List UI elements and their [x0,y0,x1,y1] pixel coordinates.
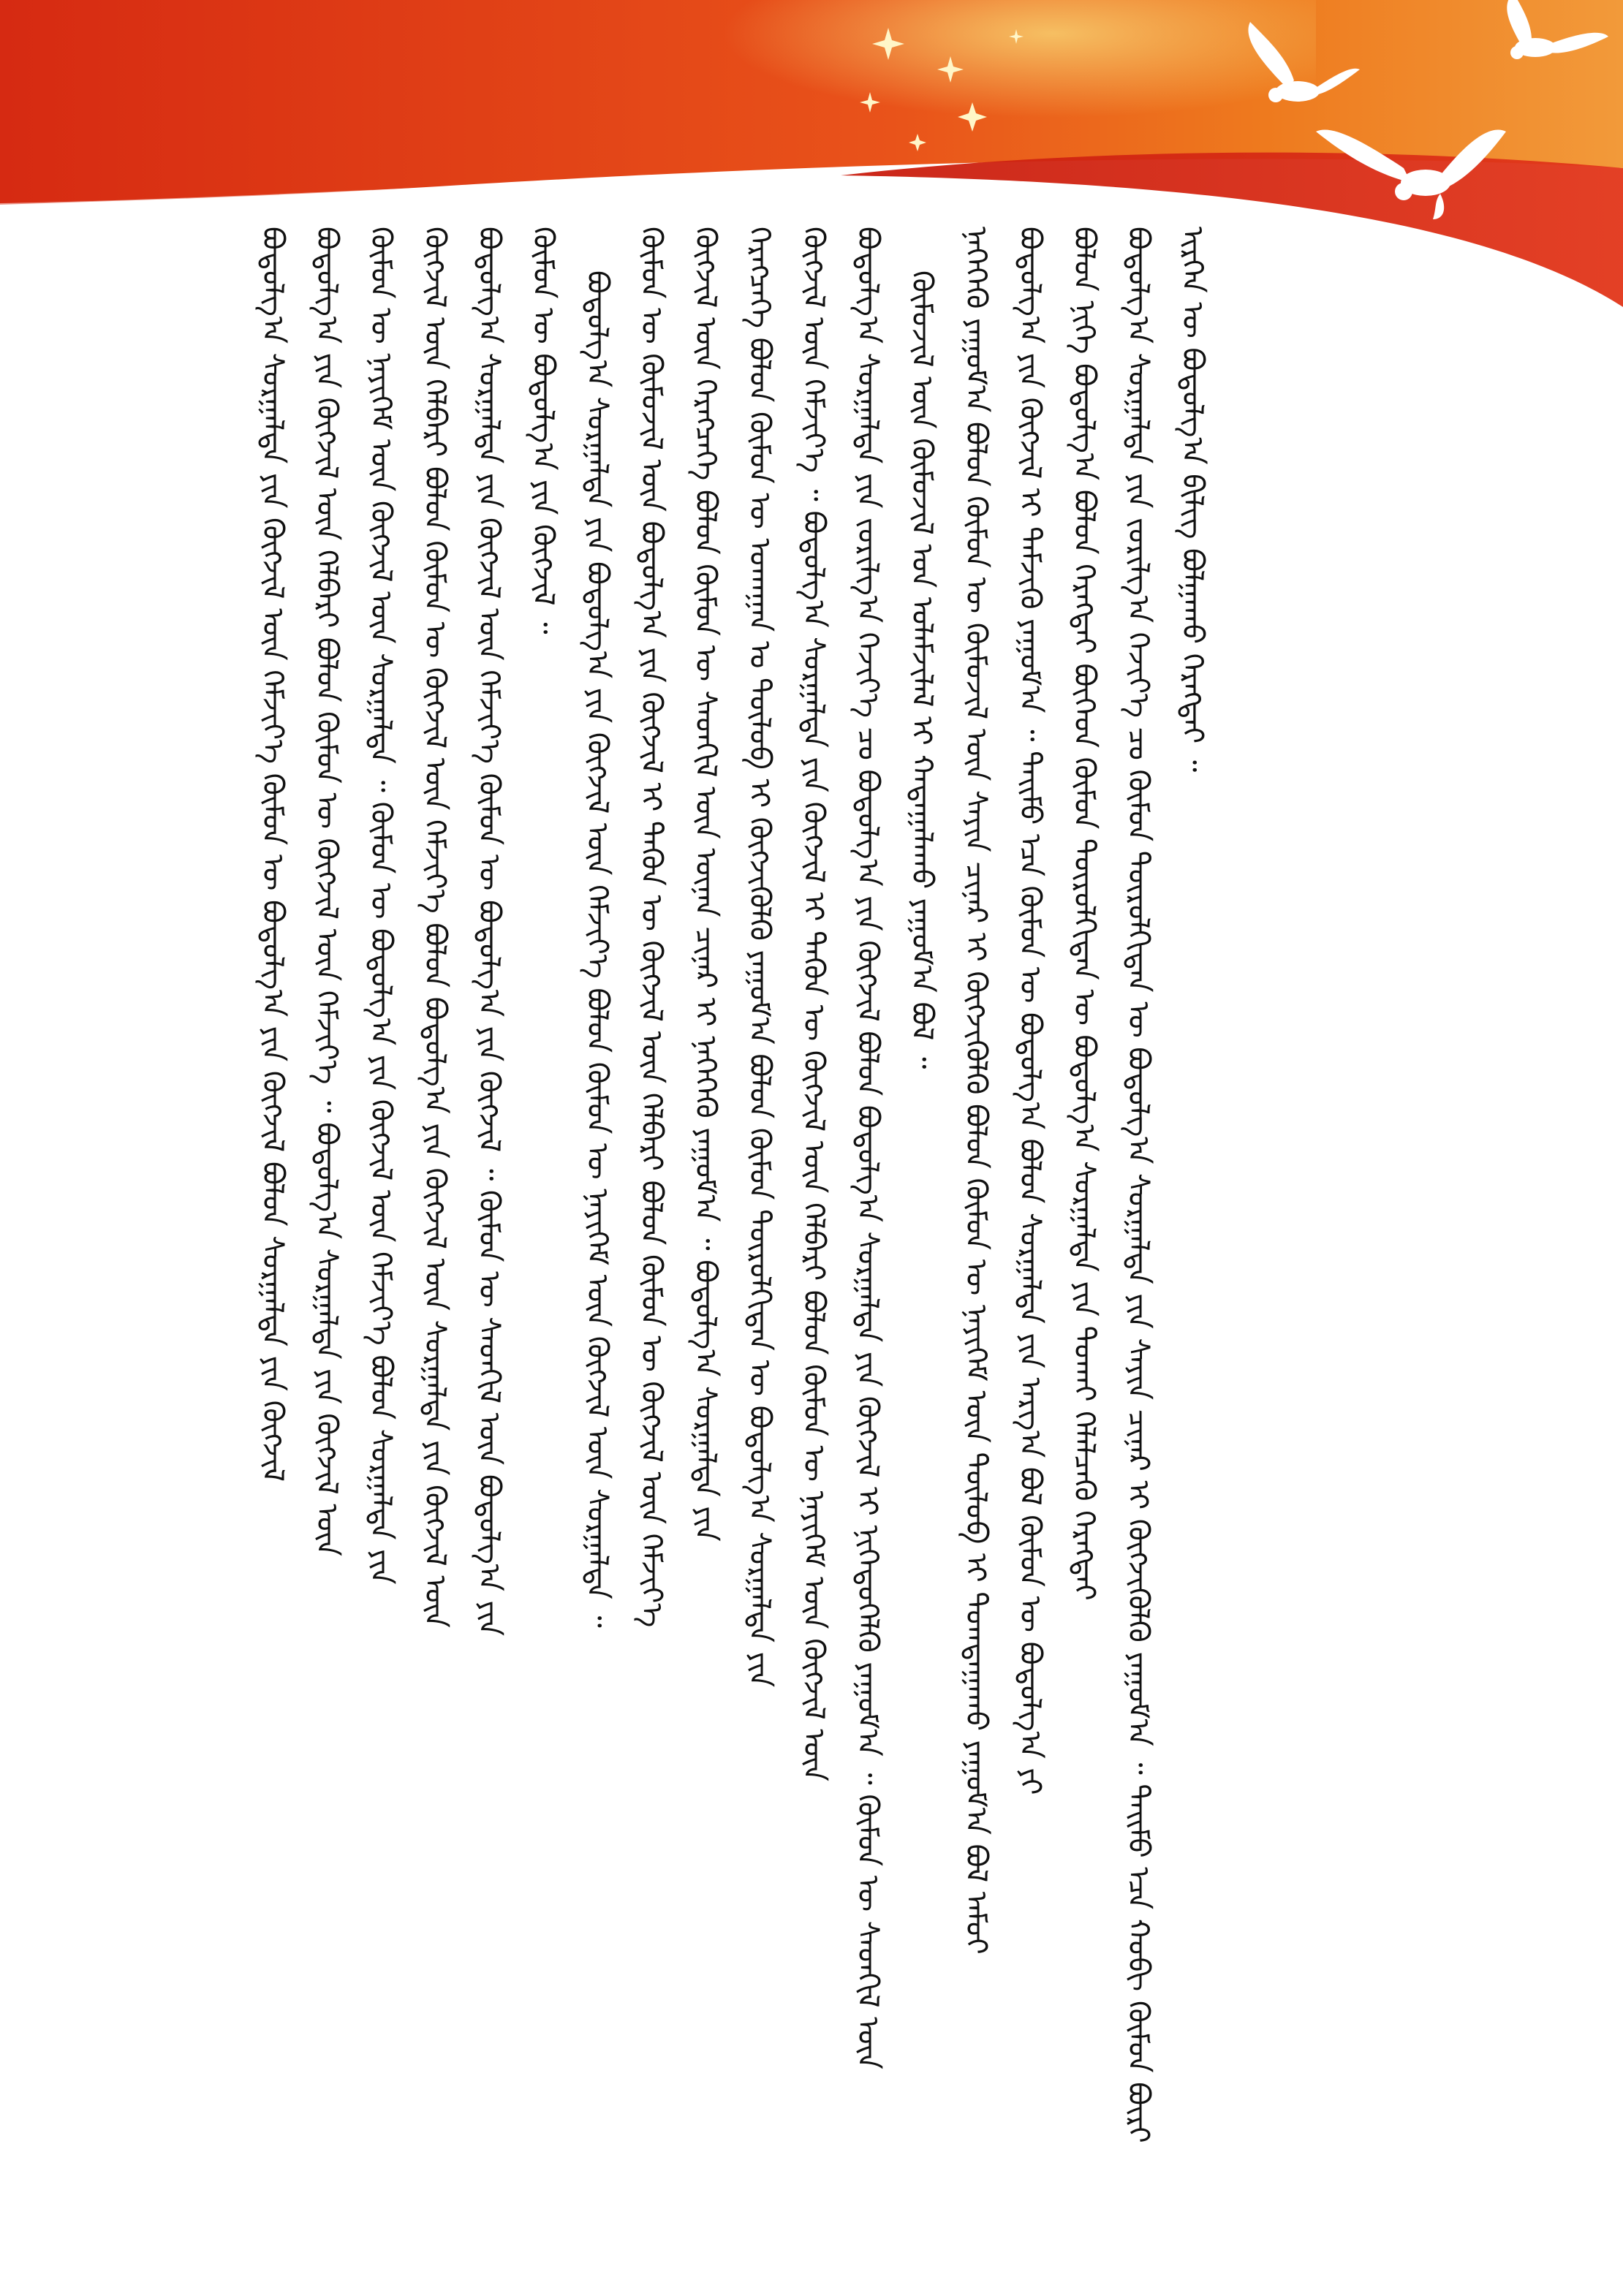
text-column: ᠪᠣᠳᠣᠯᠭ᠎ᠠ ᠰᠤᠷᠭᠠᠯᠲᠠ ᠶᠢᠨ ᠵᠣᠷᠢᠯᠭ᠎ᠠ ᠬᠡᠵᠢᠶ᠎ᠡ ᠴᠤ ᠪᠣᠳᠣᠯᠭ᠎ᠠ ᠶᠢᠨ ᠬᠥᠭᠵᠢᠯ ᠪᠣᠯᠤᠨ ᠪᠣᠳᠣᠯᠭ᠎ᠠ ᠰᠤᠷᠭᠠᠯᠲᠠ ᠶᠢᠨ ᠬᠥᠭᠵᠢᠯ ᠢ ᠨᠢᠭᠡᠳᠦᠭᠡᠯᠬᠦ ᠶᠠᠭᠤᠮ᠎ᠠ ᠃ ᠬᠥᠮᠦᠨ ᠦ ᠰᠡᠳᠬᠢᠯ ᠦᠨ [851,227,885,2069]
text-column: ᠪᠣᠳᠣᠯᠭ᠎ᠠ ᠰᠤᠷᠭᠠᠯᠲᠠ ᠶᠢᠨ ᠵᠣᠷᠢᠯᠭ᠎ᠠ ᠬᠡᠵᠢᠶ᠎ᠡ ᠴᠤ ᠬᠦᠮᠦᠨ ᠲᠥᠷᠥᠯᠬᠢᠲᠡᠨ ᠦ ᠪᠣᠳᠣᠯᠭ᠎ᠠ ᠰᠤᠷᠭᠠᠯᠲᠠ ᠶᠢᠨ ᠰᠠᠶᠢᠨ ᠴᠢᠨᠠᠷ ᠢ ᠬᠥᠭᠵᠢᠭᠦᠯᠬᠦ ᠶᠠᠭᠤᠮ᠎ᠠ ᠃ ᠲᠡᠢᠮᠦ ᠡᠴᠡ ᠬᠤᠪᠢ ᠬᠥᠮᠦᠨ ᠪᠦᠷᠢ [1121,227,1155,2143]
text-column: ᠬᠥᠭᠵᠢᠯ ᠦᠨ ᠬᠡᠯᠪᠡᠷᠢ ᠪᠣᠯᠤᠨ ᠬᠥᠮᠦᠨ ᠦ ᠬᠥᠭᠵᠢᠯ ᠦᠨ ᠬᠡᠮᠵᠢᠶ᠎ᠡ ᠪᠣᠯᠤᠨ ᠪᠣᠳᠣᠯᠭ᠎ᠠ ᠶᠢᠨ ᠬᠥᠭᠵᠢᠯ ᠦᠨ ᠰᠤᠷᠭᠠᠯᠲᠠ ᠶᠢᠨ ᠬᠥᠭᠵᠢᠯ ᠦᠨ [418,227,452,1628]
text-column: ᠬᠥᠮᠦᠨ ᠦ ᠪᠣᠳᠣᠯᠭ᠎ᠠ ᠶᠢᠨ ᠬᠥᠭᠵᠢᠯ ᠃ [526,227,560,634]
text-column: ᠬᠡᠷᠡᠭᠴᠡᠭᠡ ᠪᠣᠯᠤᠨ ᠬᠥᠮᠦᠨ ᠦ ᠤᠬᠠᠭᠠᠨ ᠤ ᠲᠥᠯᠦᠪ ᠢ ᠬᠥᠭᠵᠢᠭᠦᠯᠬᠦ ᠶᠠᠭᠤᠮ᠎ᠠ ᠪᠣᠯᠤᠨ ᠬᠥᠮᠦᠨ ᠲᠥᠷᠥᠯᠬᠢᠲᠡᠨ ᠦ ᠪᠣᠳᠣᠯᠭ᠎ᠠ ᠰᠤᠷᠭᠠᠯᠲᠠ ᠶᠢᠨ [743,227,776,1688]
text-column: ᠬᠥᠮᠦᠵᠢᠯ ᠦᠨ ᠬᠥᠮᠦᠵᠢᠯ ᠤᠨ ᠤᠯᠠᠮᠵᠢᠯᠠᠯ ᠢ ᠬᠠᠳᠠᠭᠠᠯᠠᠬᠤ ᠶᠠᠭᠤᠮ᠎ᠠ ᠪᠣᠯ ᠃ [905,270,939,1069]
text-column: ᠪᠣᠳᠣᠯᠭ᠎ᠠ ᠰᠤᠷᠭᠠᠯᠲᠠ ᠶᠢᠨ ᠬᠥᠭᠵᠢᠯ ᠦᠨ ᠬᠡᠮᠵᠢᠶ᠎ᠡ ᠬᠥᠮᠦᠨ ᠦ ᠪᠣᠳᠣᠯᠭ᠎ᠠ ᠶᠢᠨ ᠬᠥᠭᠵᠢᠯ ᠪᠣᠯᠤᠨ ᠰᠤᠷᠭᠠᠯᠲᠠ ᠶᠢᠨ ᠬᠥᠭᠵᠢᠯ [256,227,290,1482]
text-column: ᠪᠣᠳᠣᠯᠭ᠎ᠠ ᠰᠤᠷᠭᠠᠯᠲᠠ ᠶᠢᠨ ᠪᠣᠳᠣᠯᠭ᠎ᠠ ᠶᠢᠨ ᠬᠥᠭᠵᠢᠯ ᠦᠨ ᠬᠡᠮᠵᠢᠶ᠎ᠡ ᠪᠣᠯᠤᠨ ᠬᠥᠮᠦᠨ ᠦ ᠨᠡᠶᠢᠭᠡᠮ ᠦᠨ ᠬᠥᠭᠵᠢᠯ ᠦᠨ ᠰᠤᠷᠭᠠᠯᠲᠠ ᠃ [580,270,614,1628]
text-column: ᠢᠷᠭᠡᠨ ᠦ ᠪᠣᠳᠣᠯᠭ᠎ᠠ ᠪᠢᠯᠢᠭ ᠪᠣᠯᠭᠠᠬᠤ ᠬᠡᠷᠡᠭᠲᠡᠢ ᠃ [1176,227,1209,773]
text-column: ᠬᠥᠮᠦᠨ ᠦ ᠨᠡᠶᠢᠭᠡᠮ ᠦᠨ ᠬᠥᠭᠵᠢᠯ ᠦᠨ ᠰᠤᠷᠭᠠᠯᠲᠠ ᠃ ᠬᠥᠮᠦᠨ ᠦ ᠪᠣᠳᠣᠯᠭ᠎ᠠ ᠶᠢᠨ ᠬᠥᠭᠵᠢᠯ ᠦᠨ ᠬᠡᠮᠵᠢᠶ᠎ᠡ ᠪᠣᠯᠤᠨ ᠰᠤᠷᠭᠠᠯᠲᠠ ᠶᠢᠨ [364,227,398,1585]
text-column: ᠬᠥᠮᠦᠨ ᠦ ᠬᠥᠮᠦᠵᠢᠯ ᠦᠨ ᠪᠣᠳᠣᠯᠭ᠎ᠠ ᠶᠢᠨ ᠬᠥᠭᠵᠢᠯ ᠢ ᠲᠡᠭᠦᠨ ᠦ ᠬᠥᠭᠵᠢᠯ ᠦᠨ ᠬᠡᠯᠪᠡᠷᠢ ᠪᠣᠯᠤᠨ ᠬᠥᠮᠦᠨ ᠦ ᠬᠥᠭᠵᠢᠯ ᠦᠨ ᠬᠡᠮᠵᠢᠶ᠎ᠡ [635,227,668,1628]
text-column: ᠪᠣᠳᠣᠯᠭ᠎ᠠ ᠰᠤᠷᠭᠠᠯᠲᠠ ᠶᠢᠨ ᠬᠥᠭᠵᠢᠯ ᠦᠨ ᠬᠡᠮᠵᠢᠶ᠎ᠡ ᠬᠥᠮᠦᠨ ᠦ ᠪᠣᠳᠣᠯᠭ᠎ᠠ ᠶᠢᠨ ᠬᠥᠭᠵᠢᠯ ᠃ ᠬᠥᠮᠦᠨ ᠦ ᠰᠡᠳᠬᠢᠯ ᠦᠨ ᠪᠣᠳᠣᠯᠭ᠎ᠠ ᠶᠢᠨ [472,227,506,1637]
text-column: ᠬᠥᠭᠵᠢᠯ ᠦᠨ ᠬᠡᠷᠡᠭᠴᠡᠭᠡ ᠪᠣᠯᠤᠨ ᠬᠥᠮᠦᠨ ᠦ ᠰᠡᠳᠬᠢᠯ ᠦᠨ ᠦᠨᠡᠨ ᠴᠢᠨᠠᠷ ᠢ ᠨᠡᠭᠡᠭᠡᠬᠦ ᠶᠠᠭᠤᠮ᠎ᠠ ᠃ ᠪᠣᠳᠣᠯᠭ᠎ᠠ ᠰᠤᠷᠭᠠᠯᠲᠠ ᠶᠢᠨ [689,227,722,1542]
text-column: ᠪᠣᠯᠤᠨ ᠨᠢᠭᠡ ᠪᠣᠳᠣᠯᠭ᠎ᠠ ᠪᠣᠯᠤᠨ ᠬᠡᠷᠡᠭᠲᠡᠢ ᠪᠥᠭᠡᠳ ᠬᠦᠮᠦᠨ ᠲᠥᠷᠥᠯᠬᠢᠲᠡᠨ ᠦ ᠪᠣᠳᠣᠯᠭ᠎ᠠ ᠰᠤᠷᠭᠠᠯᠲᠠ ᠶᠢᠨ ᠲᠤᠬᠠᠢ ᠬᠡᠯᠡᠯᠴᠡᠬᠦ ᠬᠡᠷᠡᠭᠲᠡᠢ [1067,227,1101,1601]
mongolian-text-body [190,219,1228,2149]
text-column: ᠬᠥᠭᠵᠢᠯ ᠦᠨ ᠬᠡᠮᠵᠢᠶ᠎ᠡ ᠃ ᠪᠣᠳᠣᠯᠭ᠎ᠠ ᠰᠤᠷᠭᠠᠯᠲᠠ ᠶᠢᠨ ᠬᠥᠭᠵᠢᠯ ᠢ ᠲᠡᠭᠦᠨ ᠦ ᠬᠥᠭᠵᠢᠯ ᠦᠨ ᠬᠡᠯᠪᠡᠷᠢ ᠪᠣᠯᠤᠨ ᠬᠥᠮᠦᠨ ᠦ ᠨᠡᠶᠢᠭᠡᠮ ᠦᠨ ᠬᠥᠭᠵᠢᠯ ᠦᠨ [797,227,831,1781]
text-column: ᠨᠡᠭᠡᠭᠡᠬᠦ ᠶᠠᠭᠤᠮ᠎ᠠ ᠪᠣᠯᠤᠨ ᠬᠥᠮᠦᠨ ᠦ ᠬᠥᠮᠦᠵᠢᠯ ᠦᠨ ᠰᠠᠶᠢᠨ ᠴᠢᠨᠠᠷ ᠢ ᠬᠥᠭᠵᠢᠭᠦᠯᠬᠦ ᠪᠣᠯᠤᠨ ᠬᠥᠮᠦᠨ ᠦ ᠨᠡᠶᠢᠭᠡᠮ ᠦᠨ ᠲᠥᠯᠦᠪ ᠢ ᠲᠣᠭᠲᠠᠭᠠᠬᠤ ᠶᠠᠭᠤᠮ᠎ᠠ ᠪᠣᠯ ᠠᠮᠤᠢ [959,227,993,1955]
text-column: ᠪᠣᠳᠣᠯᠭ᠎ᠠ ᠶᠢᠨ ᠬᠥᠭᠵᠢᠯ ᠢ ᠳᠡᠮᠵᠢᠬᠦ ᠶᠠᠭᠤᠮ᠎ᠠ ᠃ ᠲᠡᠢᠮᠦ ᠡᠴᠡ ᠬᠥᠮᠦᠨ ᠦ ᠪᠣᠳᠣᠯᠭ᠎ᠠ ᠪᠣᠯᠤᠨ ᠰᠤᠷᠭᠠᠯᠲᠠ ᠶᠢᠨ ᠠᠷᠭ᠎ᠠ ᠪᠣᠯ ᠬᠥᠮᠦᠨ ᠦ ᠪᠣᠳᠣᠯᠭ᠎ᠠ ᠶᠢ [1013,227,1047,1795]
text-column: ᠪᠣᠳᠣᠯᠭ᠎ᠠ ᠶᠢᠨ ᠬᠥᠭᠵᠢᠯ ᠦᠨ ᠬᠡᠯᠪᠡᠷᠢ ᠪᠣᠯᠤᠨ ᠬᠥᠮᠦᠨ ᠦ ᠬᠥᠭᠵᠢᠯ ᠦᠨ ᠬᠡᠮᠵᠢᠶ᠎ᠡ ᠃ ᠪᠣᠳᠣᠯᠭ᠎ᠠ ᠰᠤᠷᠭᠠᠯᠲᠠ ᠶᠢᠨ ᠬᠥᠭᠵᠢᠯ ᠦᠨ [310,227,344,1556]
